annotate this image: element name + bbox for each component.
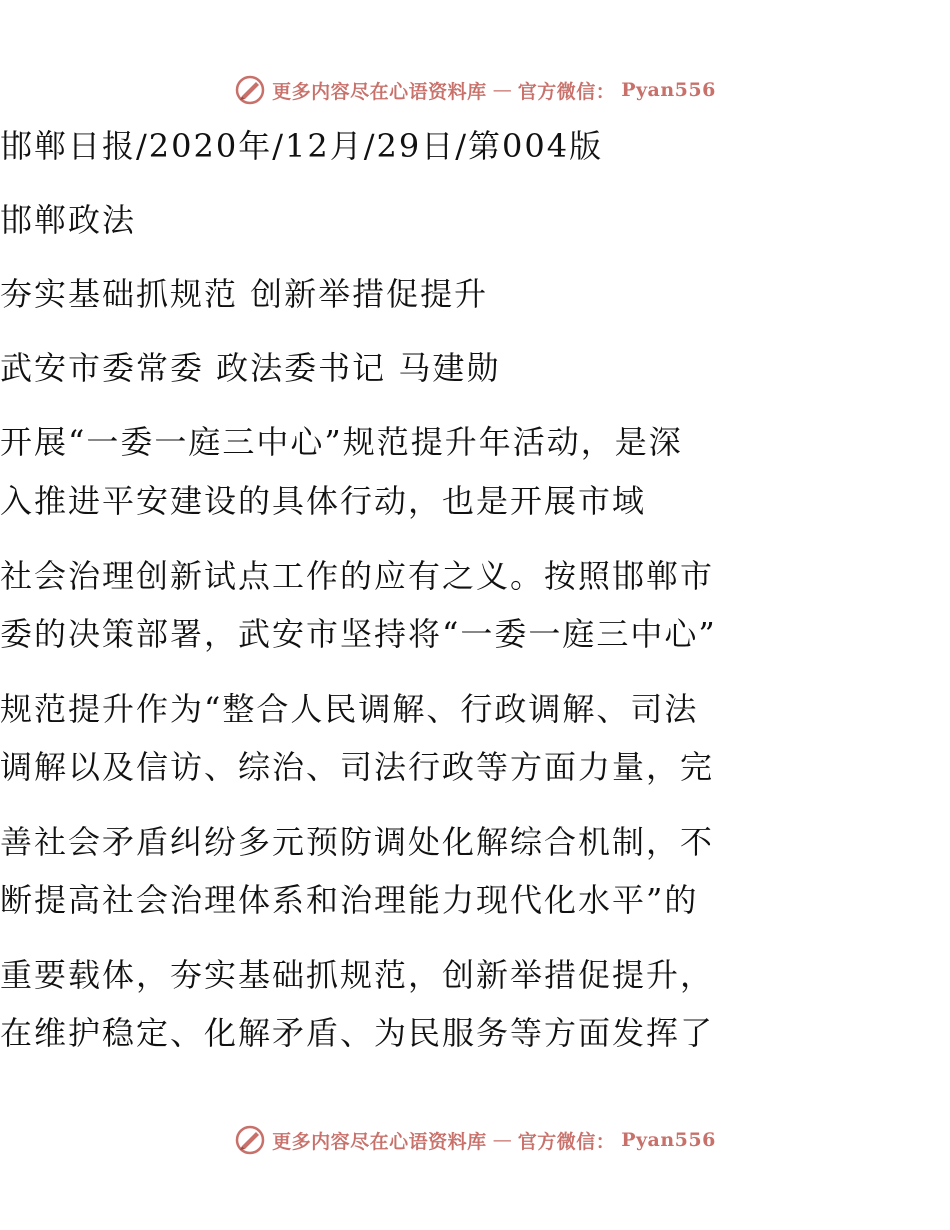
watermark-banner-top: [0, 70, 950, 110]
doc-line-body: 社会治理创新试点工作的应有之义。按照邯郸市: [0, 557, 715, 595]
doc-line-body: 委的决策部署，武安市坚持将“一委一庭三中心”: [0, 615, 717, 653]
watermark-content: [234, 1124, 716, 1156]
watermark-site-text: 更多内容尽在心语资料库: [272, 1130, 487, 1153]
watermark-wechat-label: 官方微信：: [517, 1130, 616, 1153]
watermark-wechat-id: Pyan556: [621, 1129, 716, 1151]
doc-line-body: 规范提升作为“整合人民调解、行政调解、司法: [0, 690, 699, 728]
doc-line-author: 武安市委常委 政法委书记 马建勋: [0, 349, 501, 387]
doc-line-headline: 夯实基础抓规范 创新举措促提升: [0, 275, 489, 313]
brand-logo-icon: [234, 74, 266, 106]
watermark-wechat-label: 官方微信：: [517, 80, 616, 103]
doc-line-source: 邯郸日报/2020年/12月/29日/第004版: [0, 127, 604, 165]
doc-line-body: 在维护稳定、化解矛盾、为民服务等方面发挥了: [0, 1014, 715, 1052]
doc-line-body: 断提高社会治理体系和治理能力现代化水平”的: [0, 881, 699, 919]
doc-line-section: 邯郸政法: [0, 201, 137, 239]
watermark-banner-bottom: [0, 1120, 950, 1160]
doc-line-body: 调解以及信访、综治、司法行政等方面力量，完: [0, 748, 715, 786]
doc-line-body: 善社会矛盾纠纷多元预防调处化解综合机制，不: [0, 823, 715, 861]
watermark-dash: —: [492, 79, 512, 101]
watermark-wechat-id: Pyan556: [621, 79, 716, 101]
doc-line-body: 重要载体，夯实基础抓规范，创新举措促提升，: [0, 956, 715, 994]
doc-line-body: 开展“一委一庭三中心”规范提升年活动，是深: [0, 423, 683, 461]
watermark-dash: —: [492, 1129, 512, 1151]
watermark-site-text: 更多内容尽在心语资料库: [272, 80, 487, 103]
brand-logo-icon: [234, 1124, 266, 1156]
watermark-content: [234, 74, 716, 106]
doc-line-body: 入推进平安建设的具体行动，也是开展市域: [0, 482, 647, 520]
